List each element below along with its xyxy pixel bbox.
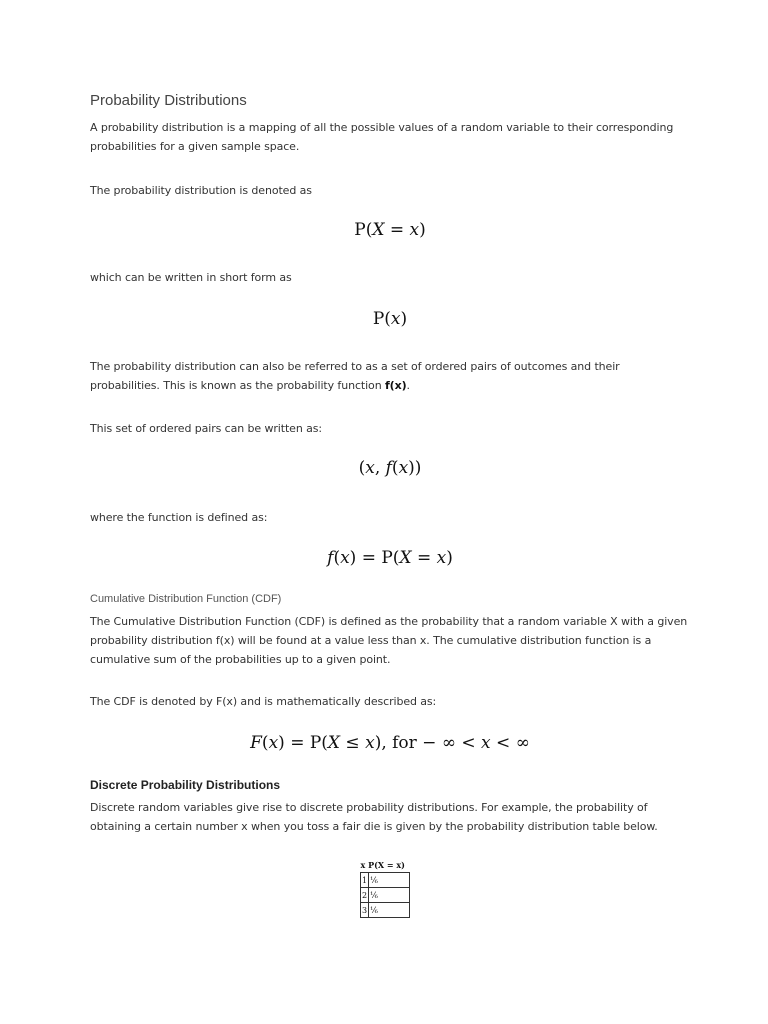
function-defined-paragraph: where the function is defined as:	[90, 511, 268, 524]
short-form-paragraph: which can be written in short form as	[90, 271, 292, 284]
cdf-heading: Cumulative Distribution Function (CDF)	[90, 593, 282, 605]
page-title: Probability Distributions	[90, 92, 247, 109]
table-header-row	[361, 860, 410, 873]
table-cell-x: 3	[361, 903, 369, 918]
set-paragraph: This set of ordered pairs can be written as:	[90, 422, 322, 435]
table-row	[361, 873, 410, 888]
formula-p-x-equals-x: P(X = x)	[354, 220, 426, 240]
formula-cdf: F(x) = P(X ≤ x), for − ∞ < x < ∞	[250, 733, 530, 753]
distribution-table-container	[360, 860, 410, 918]
table-row	[361, 903, 410, 918]
table-cell-p: ⅙	[369, 903, 410, 918]
formula-f-x-definition: f(x) = P(X = x)	[327, 548, 453, 568]
ordered-pairs-paragraph: The probability distribution can also be referred to as a set of ordered pairs of outcomes and their probabilities. This is known as the probability function f(x).	[90, 360, 620, 392]
distribution-table	[360, 860, 410, 918]
table-cell-p: ⅙	[369, 888, 410, 903]
table-cell-x: 2	[361, 888, 369, 903]
probability-function-label: f(x)	[384, 379, 407, 392]
formula-ordered-pair: (x, f(x))	[358, 458, 422, 478]
cdf-paragraph: The Cumulative Distribution Function (CDF) is defined as the probability that a random variable X with a given probability distribution f(x) will be found at a value less than x. The cumulative distribution function is a cumulative sum of the probabilities up to a given point.	[90, 615, 688, 666]
intro-paragraph: A probability distribution is a mapping of all the possible values of a random variable to their corresponding probabilities for a given sample space.	[90, 121, 674, 153]
discrete-paragraph: Discrete random variables give rise to discrete probability distributions. For example, the probability of obtaining a certain number x when you toss a fair die is given by the probability distribution table below.	[90, 801, 658, 833]
table-cell-x: 1	[361, 873, 369, 888]
table-header: x P(X = x)	[360, 860, 405, 870]
formula-p-x: P(x)	[372, 309, 408, 329]
cdf-denoted-paragraph: The CDF is denoted by F(x) and is mathematically described as:	[90, 695, 437, 708]
table-row	[361, 888, 410, 903]
discrete-heading: Discrete Probability Distributions	[90, 778, 281, 792]
table-cell-p: ⅙	[369, 873, 410, 888]
denoted-paragraph: The probability distribution is denoted as	[90, 184, 312, 197]
